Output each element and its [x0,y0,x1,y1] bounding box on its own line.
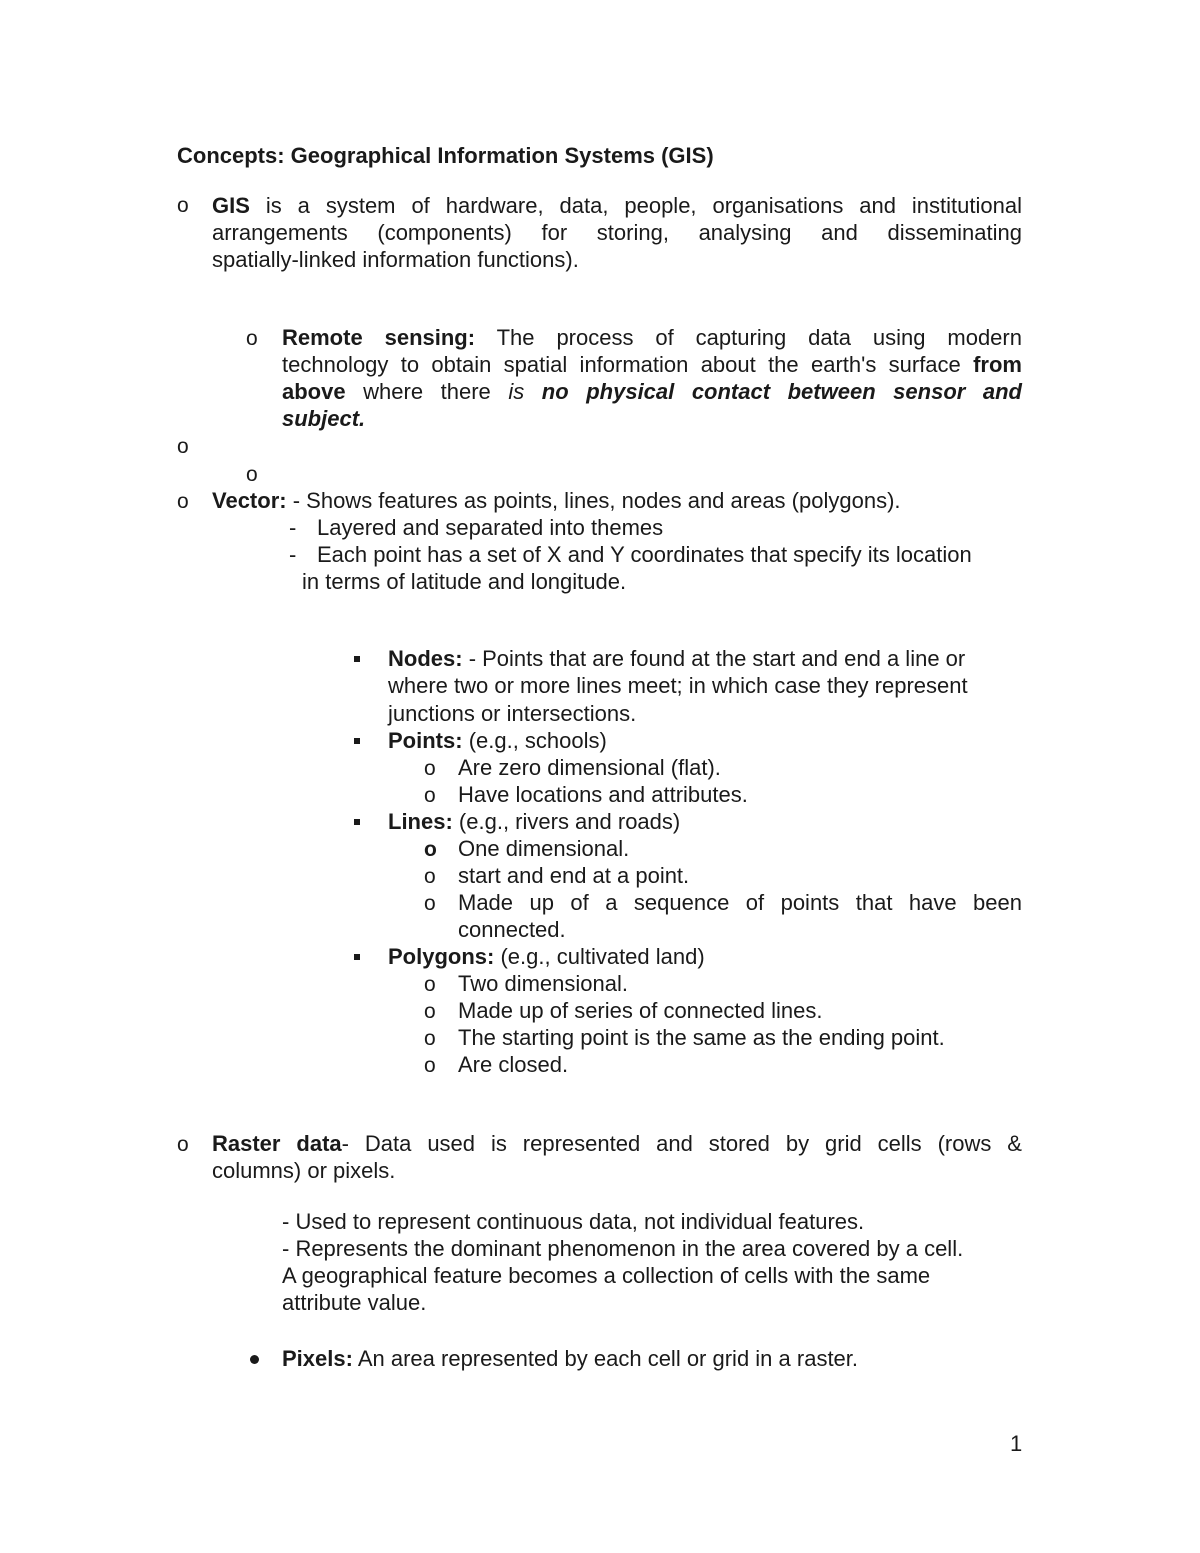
lines-line [388,808,680,835]
round-bullet-icon [250,1355,259,1364]
dash-marker: - [289,542,297,567]
lines-sub-3-cont: connected. [458,917,566,942]
remote-sensing-italic: is [508,379,525,404]
pixels-line [282,1345,858,1372]
vector-item-1: Layered and separated into themes [317,515,664,540]
gis-text: is a system of hardware, data, people, organisations and institutional [265,193,1022,218]
square-bullet-icon [354,738,360,744]
nodes-line-2: where two or more lines meet; in which case they represent [388,673,968,698]
remote-sensing-emphasis: from [973,352,1022,377]
lines-sub-3: Made up of a sequence of points that have been [458,890,1022,915]
polygons-line [388,943,705,970]
nodes-term: Nodes: [388,646,463,671]
remote-sensing-line-2 [282,351,1022,378]
points-sub-1: Are zero dimensional (flat). [458,755,721,780]
raster-point-2: - Represents the dominant phenomenon in the area covered by a cell. [282,1236,964,1261]
points-term: Points: [388,728,463,753]
remote-sensing-term: Remote sensing: [282,325,476,350]
gis-line-2: arrangements (components) for storing, analysing and disseminating [212,220,1022,245]
nodes-text: - Points that are found at the start and end a line or [468,646,966,671]
raster-line-1 [212,1130,1022,1157]
remote-sensing-emphasis: subject. [282,406,366,431]
square-bullet-icon [354,656,360,662]
polygons-text: (e.g., cultivated land) [500,944,705,969]
nodes-line-3: junctions or intersections. [388,701,637,726]
bullet-marker: o [177,490,189,513]
polygons-sub-4: Are closed. [458,1052,569,1077]
gis-line-3: spatially-linked information functions). [212,247,579,272]
empty-bullet: o [177,435,189,458]
lines-sub-1: One dimensional. [458,836,630,861]
raster-point-1: - Used to represent continuous data, not individual features. [282,1209,865,1234]
bullet-marker: o [424,757,436,780]
polygons-sub-1: Two dimensional. [458,971,628,996]
gis-line-1 [212,192,1022,219]
bullet-marker: o [424,973,436,996]
points-line [388,727,607,754]
lines-sub-2: start and end at a point. [458,863,690,888]
raster-point-3: A geographical feature becomes a collection of cells with the same [282,1263,931,1288]
raster-point-4: attribute value. [282,1290,427,1315]
polygons-sub-2: Made up of series of connected lines. [458,998,823,1023]
bullet-marker: o [424,865,436,888]
vector-item-2: Each point has a set of X and Y coordinates that specify its location [317,542,972,567]
raster-term: Raster data [212,1131,342,1156]
remote-sensing-line-4 [282,405,365,432]
gis-term: GIS [212,193,250,218]
dash-marker: - [289,515,297,540]
square-bullet-icon [354,819,360,825]
remote-sensing-text: The process of capturing data using modern [496,325,1022,350]
remote-sensing-text: technology to obtain spatial information about the earth's surface [282,352,961,377]
bullet-marker: o [424,1000,436,1023]
points-text: (e.g., schools) [468,728,607,753]
vector-item-2-cont: in terms of latitude and longitude. [302,569,627,594]
remote-sensing-text: where there [363,379,491,404]
polygons-term: Polygons: [388,944,495,969]
bullet-marker: o [177,194,189,217]
raster-text: - Data used is represented and stored by grid cells (rows & [341,1131,1022,1156]
bullet-marker: o [246,327,258,350]
square-bullet-icon [354,954,360,960]
empty-bullet: o [246,463,258,486]
remote-sensing-emphasis: no physical contact between sensor and [541,379,1022,404]
pixels-text: An area represented by each cell or grid in a raster. [357,1346,859,1371]
remote-sensing-emphasis: above [282,379,346,404]
vector-term: Vector: [212,488,287,513]
vector-text: - Shows features as points, lines, nodes and areas (polygons). [292,488,901,513]
page-number: 1 [1010,1431,1023,1456]
bullet-marker: o [177,1133,189,1156]
pixels-term: Pixels: [282,1346,353,1371]
lines-text: (e.g., rivers and roads) [458,809,681,834]
bullet-marker: o [424,892,436,915]
bullet-marker: o [424,1027,436,1050]
bullet-marker: o [424,1054,436,1077]
lines-term: Lines: [388,809,453,834]
bullet-marker: o [424,838,437,861]
bullet-marker: o [424,784,436,807]
page-title: Concepts: Geographical Information Systems (GIS) [177,143,714,168]
polygons-sub-3: The starting point is the same as the ending point. [458,1025,945,1050]
points-sub-2: Have locations and attributes. [458,782,748,807]
remote-sensing-line-1 [282,324,1022,351]
vector-line [212,487,901,514]
remote-sensing-line-3 [282,378,1022,405]
nodes-line-1 [388,645,965,672]
raster-line-2: columns) or pixels. [212,1158,396,1183]
